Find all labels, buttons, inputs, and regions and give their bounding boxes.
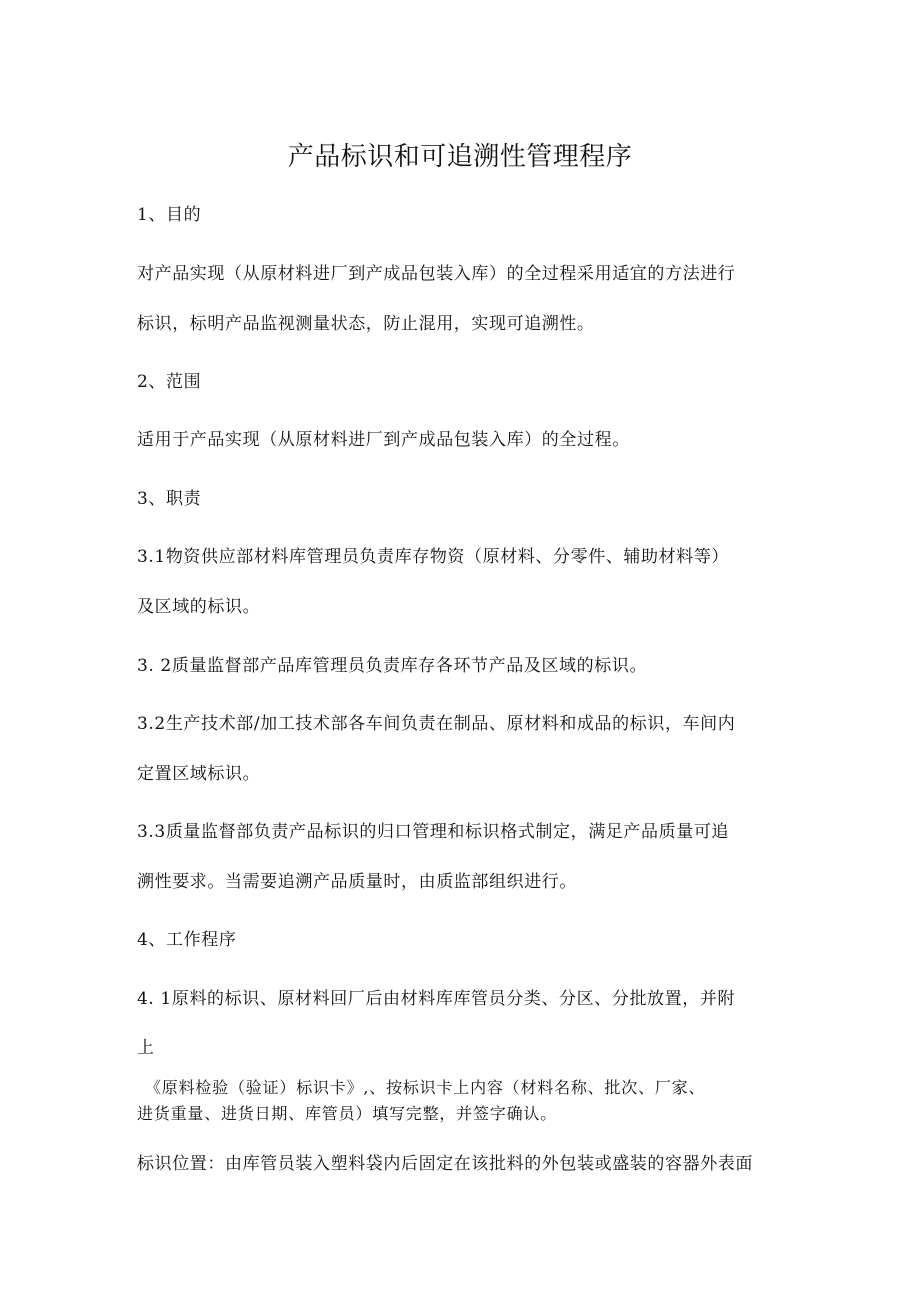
paragraph-line: 进货重量、进货日期、库管员）填写完整，并签字确认。 (137, 1104, 558, 1123)
paragraph-line: 3.1物资供应部材料库管理员负责库存物资（原材料、分零件、辅助材料等） (137, 547, 730, 567)
paragraph-line: 溯性要求。当需要追溯产品质量时，由质监部组织进行。 (137, 872, 577, 892)
section-heading-scope: 2、范围 (137, 372, 202, 392)
paragraph-line: 《原料检验（验证）标识卡》,、按标识卡上内容（材料名称、批次、厂家、 (145, 1078, 706, 1097)
paragraph-line: 上 (137, 1038, 155, 1058)
section-heading-purpose: 1、目的 (137, 205, 202, 225)
paragraph-line: 对产品实现（从原材料进厂到产成品包装入库）的全过程采用适宜的方法进行 (137, 264, 736, 284)
paragraph-line: 4. 1原料的标识、原材料回厂后由材料库库管员分类、分区、分批放置，并附 (137, 989, 736, 1009)
paragraph-line: 标识，标明产品监视测量状态，防止混用，实现可追溯性。 (137, 314, 595, 334)
section-heading-procedure: 4、工作程序 (137, 930, 237, 950)
paragraph-line: 及区域的标识。 (137, 597, 261, 617)
section-heading-responsibilities: 3、职责 (137, 489, 202, 509)
paragraph-line: 3.3质量监督部负责产品标识的归口管理和标识格式制定，满足产品质量可追 (137, 822, 730, 842)
page-title: 产品标识和可追溯性管理程序 (287, 142, 633, 172)
paragraph-line: 3.2生产技术部/加工技术部各车间负责在制品、原材料和成品的标识，车间内 (137, 714, 736, 734)
paragraph-line: 标识位置：由库管员装入塑料袋内后固定在该批料的外包装或盛装的容器外表面 (137, 1154, 753, 1174)
paragraph-line: 3. 2质量监督部产品库管理员负责库存各环节产品及区域的标识。 (137, 656, 648, 676)
paragraph-line: 适用于产品实现（从原材料进厂到产成品包装入库）的全过程。 (137, 430, 630, 450)
paragraph-line: 定置区域标识。 (137, 764, 261, 784)
